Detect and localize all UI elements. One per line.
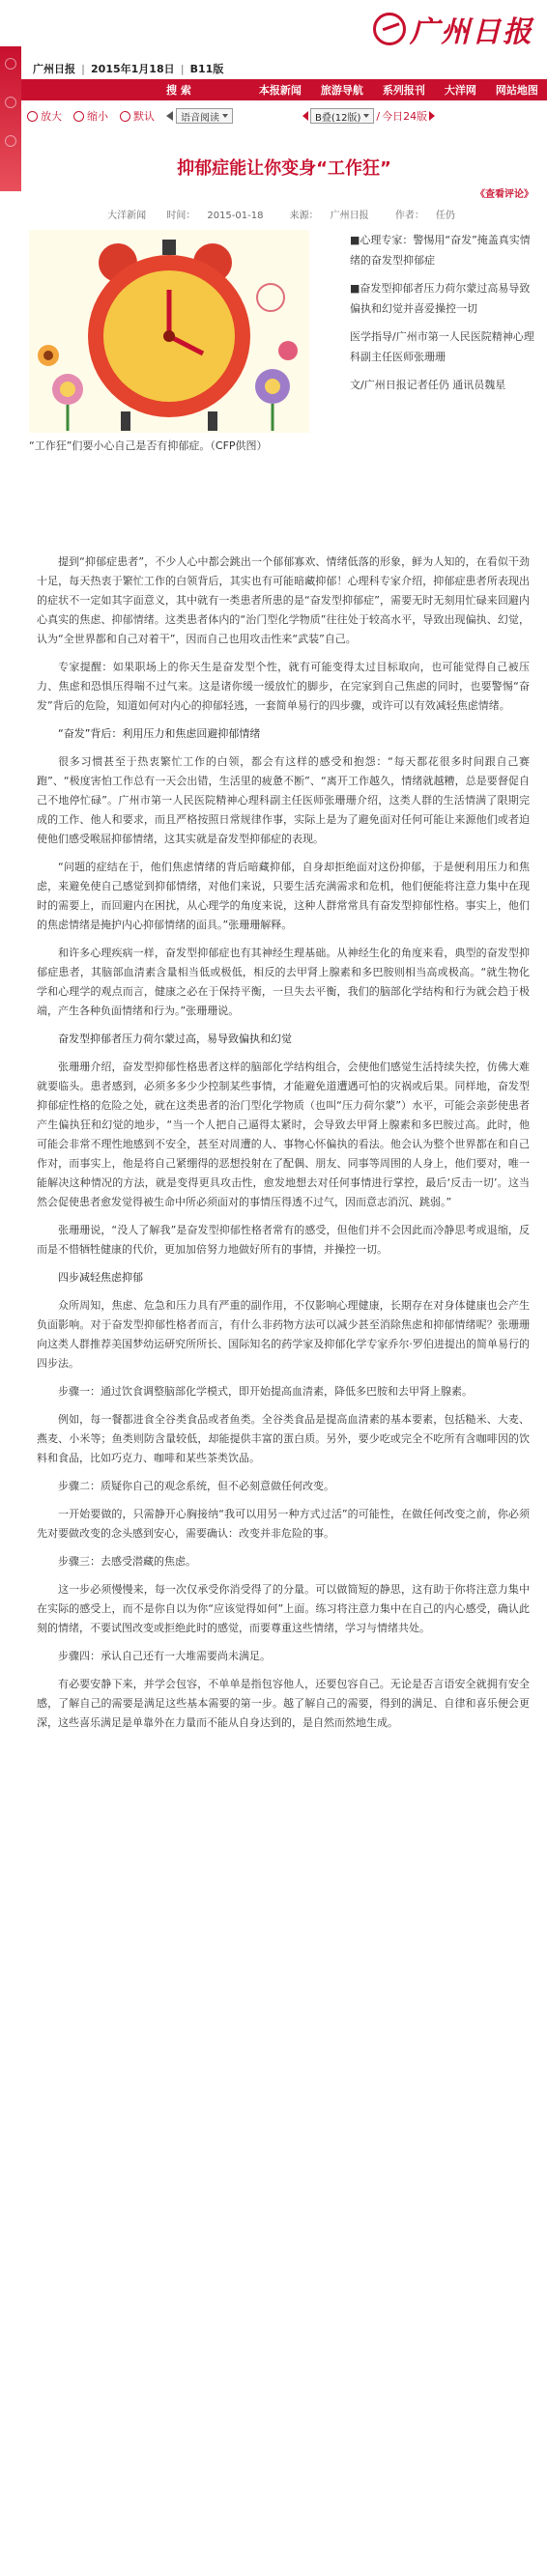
paragraph: 很多习惯甚至于热衷繁忙工作的白领，都会有这样的感受和抱怨：“每天都花很多时间跟自己赛跑”、“极度害怕工作总有一天会出错，生活里的疲惫不断”、“离开工作越久，情绪就越糟，总是要督促自己不地停忙碌”。广州市第一人民医院精神心理科副主任医师张珊珊介绍，这类人群的生活情满了限期完成的工作、他人和要求，而且严格按照日常规律作事，实际上是为了避免面对任何可能让来源他们或者迫使他们感受喉屈抑郁情绪，这其实就是奋发型抑郁症的表现。 (37, 755, 530, 845)
summary-line: ■奋发型抑郁者压力荷尔蒙过高易导致偏执和幻觉并喜爱操控一切 (350, 282, 531, 315)
summary-line: ■心理专家：警惕用“奋发”掩盖真实情绪的奋发型抑郁症 (350, 234, 531, 267)
toolbar (21, 104, 547, 127)
paragraph: 张珊珊介绍，奋发型抑郁性格患者这样的脑部化学结构组合，会使他们感觉生活持续失控，仿佛大难就要临头。患者感到，必须多多少少控制某些事情，才能避免道遭遇可怕的灾祸或后果。同样地，奋发型抑郁症性格的危险之处，就在这类患者的治门型化学物质（也叫“压力荷尔蒙”）水平，可能会亲彭使患者产生偏执狂和幻觉的地步，“当一个人把自己逼得太紧时，会导致去甲肾上腺素和多巴胺过高。此时，他可能会非常不理性地感到不安全，甚至对周遭的人、事物心怀偏执的看法。他会认为整个世界都在和自己作对，而事实上，他是将自己紧绷得的恶想投射在了配偶、朋友、同事等周围的人身上，他们要对，唯一能解决这种情况的方法，就是变得更具攻击性，愈发地想去对任何事情进行掌控，最后‘反击一切’。这当然会促使患者愈发觉得被生命中所必须面对的事情压得透不过气，因而意志消沉、跳弱。” (37, 1061, 530, 1208)
paragraph: “问题的症结在于，他们焦虑情绪的背后暗藏抑郁，自身却拒绝面对这份抑郁，于是便利用压力和焦虑，来避免使自己感觉到抑郁情绪，对他们来说，只要生活充满需求和危机，他们便能将注意力集中在现时的需要上，而回避内在困扰，从心理学的角度来说，这种人群常常具有奋发型抑郁性格。事实上，他们的焦虑情绪是掩护内心抑郁情绪的面具。”张珊珊解释。 (37, 861, 530, 931)
nav-series[interactable]: 系列报刊 (382, 84, 425, 97)
paragraph: 张珊珊说，“没人了解我”是奋发型抑郁性格者常有的感受，但他们并不会因此而冷静思考或退缩，反而是不惜牺牲健康的代价，更加加倍努力地做好所有的事情，并操控一切。 (37, 1224, 530, 1256)
masthead (21, 0, 547, 68)
article-summary (350, 230, 537, 403)
ring-decoration-icon (5, 135, 16, 147)
subheading: 四步减轻焦虑抑郁 (58, 1271, 143, 1284)
prev-page-icon[interactable] (302, 111, 308, 121)
page-count: 今日24版 (382, 110, 428, 123)
photo-caption: “工作狂”们要小心自己是否有抑郁症。（CFP供图） (29, 439, 268, 452)
nav-search[interactable]: 搜 索 (166, 84, 191, 97)
article-meta: 大洋新闻 时间： 2015-01-18 来源： 广州日报 作者： 任仍 (107, 211, 455, 221)
paragraph: 众所周知，焦虑、危急和压力具有严重的副作用，不仅影响心理健康，长期存在对身体健康也会产生负面影响。对于奋发型抑郁性格者而言，有什么非药物方法可以减少甚至消除焦虑和抑郁情绪呢？张珊珊向这类人群推荐美国梦幼运研究所所长、国际知名的药学家及抑郁化学专家乔尔·罗伯进提出的简单易行的四步法。 (37, 1299, 530, 1370)
summary-author: 文/广州日报记者任仍 通讯员魏星 (350, 379, 506, 391)
edition-page: B11版 (189, 63, 224, 75)
alarm-clock-illustration (29, 230, 309, 433)
summary-line: 医学指导/广州市第一人民医院精神心理科副主任医师张珊珊 (350, 330, 534, 363)
zoom-out-icon (73, 111, 84, 122)
article-body (37, 552, 530, 1741)
paragraph: 步骤二：质疑你自己的观念系统，但不必刻意做任何改变。 (58, 1480, 334, 1492)
speaker-icon (166, 111, 173, 121)
zoom-in-icon (27, 111, 38, 122)
logo[interactable] (373, 8, 533, 50)
meta-time: 2015-01-18 (207, 211, 264, 221)
paragraph: 例如，每一餐都进食全谷类食品或者鱼类。全谷类食品是提高血清素的基本要素，包括糙米、大麦、燕麦、小米等；鱼类则防含量较低，却能提供丰富的蛋白质。另外，要少吃或完全不吃所有含咖啡因的饮料和食品，比如巧克力、咖啡和某些茶类饮品。 (37, 1413, 530, 1464)
paragraph: 专家提醒：如果职场上的你天生是奋发型个性，就有可能变得太过目标取向，也可能觉得自己被压力、焦虑和恐惧压得喘不过气来。这是诸你缓一缓放忙的脚步，在完家到自己焦虑的同时，也要警惕“奋发”背后的危险，知道如何对内心的抑郁轻逃，一套简单易行的四步骤，或许可以有效减轻焦虑情绪。 (37, 661, 530, 712)
next-page-icon[interactable] (429, 111, 435, 121)
paragraph: 步骤四：承认自己还有一大堆需要尚未满足。 (58, 1650, 271, 1662)
subheading: 奋发型抑郁者压力荷尔蒙过高，易导致偏执和幻觉 (58, 1033, 292, 1045)
paragraph: 一开始要做的，只需静开心胸接纳“我可以用另一种方式过活”的可能性，在做任何改变之前，你必须先对要做改变的念头感到安心，需要确认：改变并非危险的事。 (37, 1508, 530, 1540)
meta-site: 大洋新闻 (107, 211, 147, 221)
paragraph: 和许多心理疾病一样，奋发型抑郁症也有其神经生理基础。从神经生化的角度来看，典型的奋发型抑郁症患者，其脑部血清素含量相当低或极低，相反的去甲肾上腺素和多巴胺则相当高或极高。“就生物化学和心理学的观点而言，健康之必在于保持平衡，一旦失去平衡，我们的脑部化学结构和行为就会趋于极端，产生各种负面情绪和行为。”张珊珊说。 (37, 947, 530, 1017)
nav-travel[interactable]: 旅游导航 (320, 84, 363, 97)
default-size-button[interactable]: 默认 (114, 108, 160, 124)
default-size-icon (120, 111, 130, 122)
edition-date: 2015年1月18日 (91, 63, 175, 75)
nav-local-news[interactable]: 本报新闻 (258, 84, 302, 97)
meta-author: 任仍 (435, 211, 455, 221)
logo-text: 广州日报 (410, 15, 533, 49)
voice-reading[interactable] (160, 108, 239, 124)
nav-sitemap[interactable]: 网站地图 (495, 84, 538, 97)
logo-mark-icon (373, 13, 406, 45)
main-nav (21, 79, 547, 100)
chevron-down-icon (222, 114, 228, 118)
edition-paper: 广州日报 (33, 63, 75, 75)
paragraph: 有必要安静下来，并学会包容，不单单是指包容他人，还要包容自己。无论是否言语安全就拥有安全感，了解自己的需要是满足这些基本需要的第一步。越了解自己的需要，得到的满足、自律和喜乐便会更深，这些喜乐满足是单靠外在力量而不能从自身达到的，是自然而然地生成。 (37, 1678, 530, 1729)
page-pager: B叠(12版) / 今日24版 (297, 108, 441, 124)
article-headline: 抑郁症能让你变身“工作狂” (177, 158, 391, 179)
voice-select[interactable]: 语音阅读 (176, 108, 233, 124)
view-comments-link[interactable]: 《查看评论》 (475, 189, 533, 200)
edition-bar: 广州日报 | 2015年1月18日 | B11版 (33, 62, 224, 75)
meta-source: 广州日报 (330, 211, 369, 221)
ring-decoration-icon (5, 58, 16, 70)
paragraph: 步骤一：通过饮食调整脑部化学模式，即开始提高血清素，降低多巴胺和去甲肾上腺素。 (58, 1385, 473, 1398)
paragraph: 提到“抑郁症患者”，不少人心中都会跳出一个郁郁寡欢、情绪低落的形象，鲜为人知的，在看似干劲十足，每天热衷于繁忙工作的白领背后，其实也有可能暗藏抑郁！心理科专家介绍，抑郁症患者所表现出的症状不一定如其字面意义，其中就有一类患者所患的是“奋发型抑郁症”，需要无时无刻用忙碌来回避内心真实的焦虑、抑郁情绪。这类患者体内的“治门型化学物质”往往处于较高水平，导致出现偏执、幻觉，认为“全世界都和自己对着干”，因而自己也用攻击性来“武装”自己。 (37, 555, 530, 645)
paragraph: 步骤三：去感受潜藏的焦虑。 (58, 1555, 196, 1568)
page-select[interactable]: B叠(12版) (310, 108, 374, 124)
ring-decoration-icon (5, 97, 16, 108)
side-decoration (0, 46, 21, 191)
subheading: “奋发”背后：利用压力和焦虑回避抑郁情绪 (58, 727, 261, 740)
zoom-out-button[interactable]: 缩小 (68, 108, 114, 124)
paragraph: 这一步必须慢慢来，每一次仅承受你消受得了的分量。可以做简短的静思，这有助于你将注意力集中在实际的感受上，而不是你自以为你“应该觉得如何”上面。练习将注意力集中在自己的内心感受，确认此刻的情绪，不要试图改变或拒绝此时的感觉，而要尊重这些情绪，学习与情绪共处。 (37, 1583, 530, 1634)
zoom-in-button[interactable]: 放大 (21, 108, 68, 124)
article-photo (29, 230, 309, 433)
nav-dayoo[interactable]: 大洋网 (444, 84, 476, 97)
chevron-down-icon (363, 114, 369, 118)
